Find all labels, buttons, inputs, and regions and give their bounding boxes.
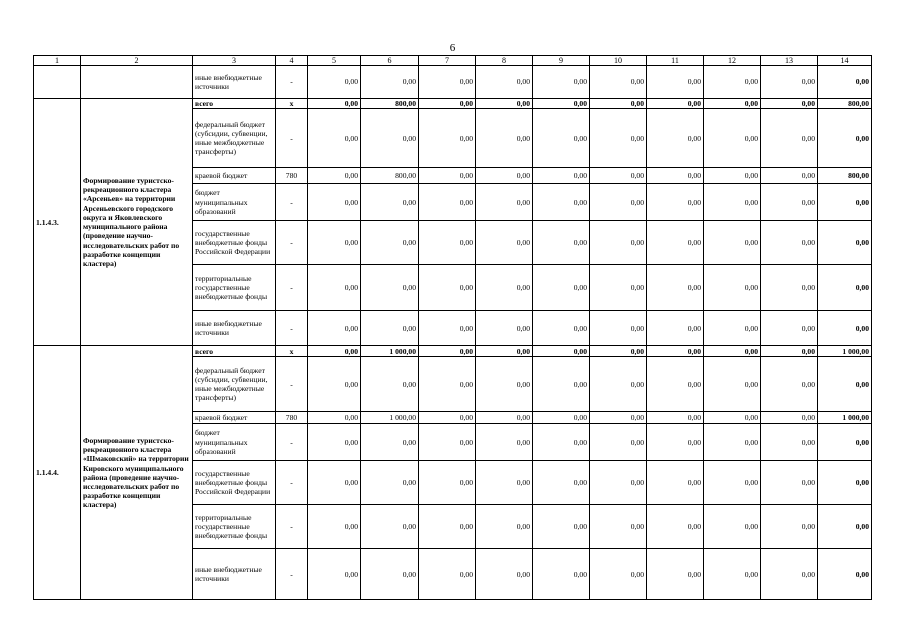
year-amount: 0,00 xyxy=(704,346,761,357)
year-amount: 0,00 xyxy=(533,66,590,99)
year-amount: 0,00 xyxy=(361,265,419,311)
year-amount: 0,00 xyxy=(476,424,533,461)
year-amount: 0,00 xyxy=(647,412,704,424)
year-amount: 0,00 xyxy=(419,346,476,357)
year-amount: 0,00 xyxy=(590,346,647,357)
year-amount: 0,00 xyxy=(419,549,476,600)
year-amount: 0,00 xyxy=(476,184,533,221)
column-number: 4 xyxy=(276,56,308,66)
year-amount: 0,00 xyxy=(590,549,647,600)
year-amount: 0,00 xyxy=(476,412,533,424)
year-amount: 0,00 xyxy=(476,461,533,505)
total-amount: 0,00 xyxy=(818,505,872,549)
page-number: 6 xyxy=(449,42,456,54)
year-amount: 0,00 xyxy=(308,424,361,461)
year-amount: 0,00 xyxy=(361,505,419,549)
total-amount: 800,00 xyxy=(818,168,872,184)
column-number: 6 xyxy=(361,56,419,66)
column-number: 9 xyxy=(533,56,590,66)
year-amount: 0,00 xyxy=(704,221,761,265)
column-number: 12 xyxy=(704,56,761,66)
funding-source: территориальные государственные внебюджетные фонды xyxy=(193,505,276,549)
funding-source: государственные внебюджетные фонды Российской Федерации xyxy=(193,461,276,505)
year-amount: 0,00 xyxy=(590,184,647,221)
total-row xyxy=(34,346,872,357)
year-amount: 0,00 xyxy=(704,424,761,461)
year-amount: 0,00 xyxy=(761,505,818,549)
grbs-code: - xyxy=(276,461,308,505)
year-amount: 0,00 xyxy=(590,265,647,311)
year-amount: 0,00 xyxy=(361,221,419,265)
year-amount: 0,00 xyxy=(533,184,590,221)
grbs-code: - xyxy=(276,109,308,168)
year-amount: 0,00 xyxy=(704,109,761,168)
year-amount: 0,00 xyxy=(704,99,761,109)
year-amount: 0,00 xyxy=(308,66,361,99)
year-amount: 0,00 xyxy=(533,549,590,600)
funding-source: краевой бюджет xyxy=(193,412,276,424)
grbs-code: 780 xyxy=(276,412,308,424)
year-amount: 0,00 xyxy=(533,221,590,265)
funding-source: всего xyxy=(193,99,276,109)
year-amount: 0,00 xyxy=(704,265,761,311)
year-amount: 0,00 xyxy=(647,505,704,549)
year-amount: 0,00 xyxy=(761,265,818,311)
grbs-code: - xyxy=(276,311,308,346)
year-amount: 0,00 xyxy=(647,109,704,168)
year-amount: 0,00 xyxy=(419,265,476,311)
year-amount: 0,00 xyxy=(704,412,761,424)
year-amount: 0,00 xyxy=(308,109,361,168)
year-amount: 0,00 xyxy=(647,184,704,221)
column-number-row xyxy=(34,56,872,66)
year-amount: 0,00 xyxy=(308,346,361,357)
year-amount: 0,00 xyxy=(476,505,533,549)
column-number: 8 xyxy=(476,56,533,66)
year-amount: 0,00 xyxy=(590,412,647,424)
grbs-code: - xyxy=(276,66,308,99)
year-amount: 0,00 xyxy=(647,357,704,412)
funding-source: бюджет муниципальных образований xyxy=(193,184,276,221)
column-number: 7 xyxy=(419,56,476,66)
grbs-code: x xyxy=(276,99,308,109)
year-amount: 0,00 xyxy=(647,549,704,600)
year-amount: 0,00 xyxy=(647,66,704,99)
funding-source-row xyxy=(34,66,872,99)
year-amount: 0,00 xyxy=(761,461,818,505)
year-amount: 0,00 xyxy=(761,109,818,168)
year-amount: 0,00 xyxy=(704,357,761,412)
year-amount: 0,00 xyxy=(647,99,704,109)
year-amount: 0,00 xyxy=(308,549,361,600)
year-amount: 0,00 xyxy=(590,221,647,265)
column-number: 3 xyxy=(193,56,276,66)
year-amount: 0,00 xyxy=(533,109,590,168)
year-amount: 0,00 xyxy=(590,424,647,461)
grbs-code: - xyxy=(276,184,308,221)
grbs-code: - xyxy=(276,549,308,600)
year-amount: 0,00 xyxy=(308,412,361,424)
total-amount: 0,00 xyxy=(818,424,872,461)
year-amount: 0,00 xyxy=(476,99,533,109)
year-amount: 0,00 xyxy=(419,311,476,346)
year-amount: 0,00 xyxy=(647,424,704,461)
year-amount: 0,00 xyxy=(533,357,590,412)
year-amount: 0,00 xyxy=(308,311,361,346)
total-amount: 0,00 xyxy=(818,109,872,168)
year-amount: 0,00 xyxy=(761,311,818,346)
year-amount: 0,00 xyxy=(761,412,818,424)
year-amount: 800,00 xyxy=(361,168,419,184)
year-amount: 0,00 xyxy=(761,99,818,109)
year-amount: 0,00 xyxy=(647,265,704,311)
year-amount: 0,00 xyxy=(761,357,818,412)
total-amount: 0,00 xyxy=(818,461,872,505)
item-code: 1.1.4.4. xyxy=(34,346,81,600)
year-amount: 0,00 xyxy=(647,311,704,346)
item-name-cell xyxy=(81,66,193,99)
year-amount: 0,00 xyxy=(419,168,476,184)
funding-source: бюджет муниципальных образований xyxy=(193,424,276,461)
year-amount: 0,00 xyxy=(419,66,476,99)
funding-source: федеральный бюджет (субсидии, субвенции, иные межбюджетные трансферты) xyxy=(193,357,276,412)
year-amount: 0,00 xyxy=(308,461,361,505)
funding-source: иные внебюджетные источники xyxy=(193,311,276,346)
year-amount: 0,00 xyxy=(761,184,818,221)
funding-source: иные внебюджетные источники xyxy=(193,549,276,600)
total-amount: 0,00 xyxy=(818,184,872,221)
column-number: 1 xyxy=(34,56,81,66)
year-amount: 0,00 xyxy=(761,346,818,357)
funding-source: краевой бюджет xyxy=(193,168,276,184)
column-number: 14 xyxy=(818,56,872,66)
year-amount: 0,00 xyxy=(761,549,818,600)
year-amount: 0,00 xyxy=(590,99,647,109)
year-amount: 0,00 xyxy=(419,424,476,461)
year-amount: 0,00 xyxy=(533,424,590,461)
grbs-code: - xyxy=(276,424,308,461)
total-amount: 0,00 xyxy=(818,66,872,99)
funding-source: территориальные государственные внебюджетные фонды xyxy=(193,265,276,311)
year-amount: 0,00 xyxy=(419,505,476,549)
funding-source: иные внебюджетные источники xyxy=(193,66,276,99)
year-amount: 0,00 xyxy=(476,311,533,346)
funding-source: федеральный бюджет (субсидии, субвенции, иные межбюджетные трансферты) xyxy=(193,109,276,168)
total-amount: 0,00 xyxy=(818,357,872,412)
year-amount: 0,00 xyxy=(308,99,361,109)
year-amount: 0,00 xyxy=(533,168,590,184)
year-amount: 0,00 xyxy=(476,221,533,265)
year-amount: 0,00 xyxy=(647,346,704,357)
year-amount: 0,00 xyxy=(704,549,761,600)
year-amount: 0,00 xyxy=(476,168,533,184)
column-number: 11 xyxy=(647,56,704,66)
year-amount: 0,00 xyxy=(533,311,590,346)
year-amount: 0,00 xyxy=(704,184,761,221)
year-amount: 0,00 xyxy=(533,505,590,549)
total-row xyxy=(34,99,872,109)
year-amount: 0,00 xyxy=(704,505,761,549)
total-amount: 0,00 xyxy=(818,221,872,265)
column-number: 10 xyxy=(590,56,647,66)
year-amount: 0,00 xyxy=(533,265,590,311)
year-amount: 0,00 xyxy=(361,109,419,168)
year-amount: 0,00 xyxy=(761,168,818,184)
year-amount: 0,00 xyxy=(761,221,818,265)
grbs-code: - xyxy=(276,265,308,311)
item-code-cell xyxy=(34,66,81,99)
column-number: 5 xyxy=(308,56,361,66)
year-amount: 0,00 xyxy=(476,109,533,168)
column-number: 2 xyxy=(81,56,193,66)
year-amount: 0,00 xyxy=(419,461,476,505)
grbs-code: 780 xyxy=(276,168,308,184)
year-amount: 0,00 xyxy=(704,311,761,346)
year-amount: 0,00 xyxy=(590,311,647,346)
year-amount: 0,00 xyxy=(590,357,647,412)
year-amount: 1 000,00 xyxy=(361,346,419,357)
year-amount: 0,00 xyxy=(533,99,590,109)
year-amount: 0,00 xyxy=(533,346,590,357)
year-amount: 0,00 xyxy=(361,184,419,221)
year-amount: 0,00 xyxy=(476,66,533,99)
year-amount: 0,00 xyxy=(419,412,476,424)
year-amount: 0,00 xyxy=(647,168,704,184)
year-amount: 0,00 xyxy=(361,357,419,412)
total-amount: 0,00 xyxy=(818,549,872,600)
year-amount: 0,00 xyxy=(361,424,419,461)
funding-source: государственные внебюджетные фонды Российской Федерации xyxy=(193,221,276,265)
funding-source: всего xyxy=(193,346,276,357)
year-amount: 0,00 xyxy=(419,99,476,109)
year-amount: 0,00 xyxy=(590,109,647,168)
year-amount: 0,00 xyxy=(647,221,704,265)
year-amount: 0,00 xyxy=(361,66,419,99)
grbs-code: - xyxy=(276,357,308,412)
year-amount: 0,00 xyxy=(647,461,704,505)
year-amount: 0,00 xyxy=(533,412,590,424)
year-amount: 0,00 xyxy=(308,265,361,311)
year-amount: 0,00 xyxy=(308,357,361,412)
year-amount: 0,00 xyxy=(308,505,361,549)
year-amount: 0,00 xyxy=(361,461,419,505)
total-amount: 800,00 xyxy=(818,99,872,109)
year-amount: 0,00 xyxy=(419,221,476,265)
year-amount: 1 000,00 xyxy=(361,412,419,424)
year-amount: 0,00 xyxy=(704,461,761,505)
year-amount: 0,00 xyxy=(308,184,361,221)
year-amount: 0,00 xyxy=(590,66,647,99)
grbs-code: - xyxy=(276,505,308,549)
year-amount: 0,00 xyxy=(419,184,476,221)
total-amount: 0,00 xyxy=(818,311,872,346)
year-amount: 0,00 xyxy=(590,505,647,549)
grbs-code: - xyxy=(276,221,308,265)
year-amount: 0,00 xyxy=(361,549,419,600)
year-amount: 0,00 xyxy=(590,168,647,184)
year-amount: 0,00 xyxy=(476,265,533,311)
year-amount: 0,00 xyxy=(308,221,361,265)
column-number: 13 xyxy=(761,56,818,66)
year-amount: 0,00 xyxy=(419,109,476,168)
year-amount: 800,00 xyxy=(361,99,419,109)
year-amount: 0,00 xyxy=(533,461,590,505)
total-amount: 0,00 xyxy=(818,265,872,311)
year-amount: 0,00 xyxy=(590,461,647,505)
item-name: Формирование туристско-рекреационного кластера «Арсеньев» на территории Арсеньевского городского округа и Яковлевского муниципального района (проведение научно-исследовательских работ по разработке концепции кластера) xyxy=(81,99,193,346)
total-amount: 1 000,00 xyxy=(818,346,872,357)
year-amount: 0,00 xyxy=(308,168,361,184)
grbs-code: x xyxy=(276,346,308,357)
year-amount: 0,00 xyxy=(704,66,761,99)
year-amount: 0,00 xyxy=(476,357,533,412)
item-name: Формирование туристско-рекреационного кластера «Шмаковский» на территории Кировского муниципального района (проведение научно-исследовательских работ по разработке концепции кластера) xyxy=(81,346,193,600)
budget-table xyxy=(33,55,872,600)
year-amount: 0,00 xyxy=(476,549,533,600)
year-amount: 0,00 xyxy=(361,311,419,346)
item-code: 1.1.4.3. xyxy=(34,99,81,346)
total-amount: 1 000,00 xyxy=(818,412,872,424)
year-amount: 0,00 xyxy=(419,357,476,412)
year-amount: 0,00 xyxy=(761,66,818,99)
year-amount: 0,00 xyxy=(476,346,533,357)
year-amount: 0,00 xyxy=(704,168,761,184)
year-amount: 0,00 xyxy=(761,424,818,461)
